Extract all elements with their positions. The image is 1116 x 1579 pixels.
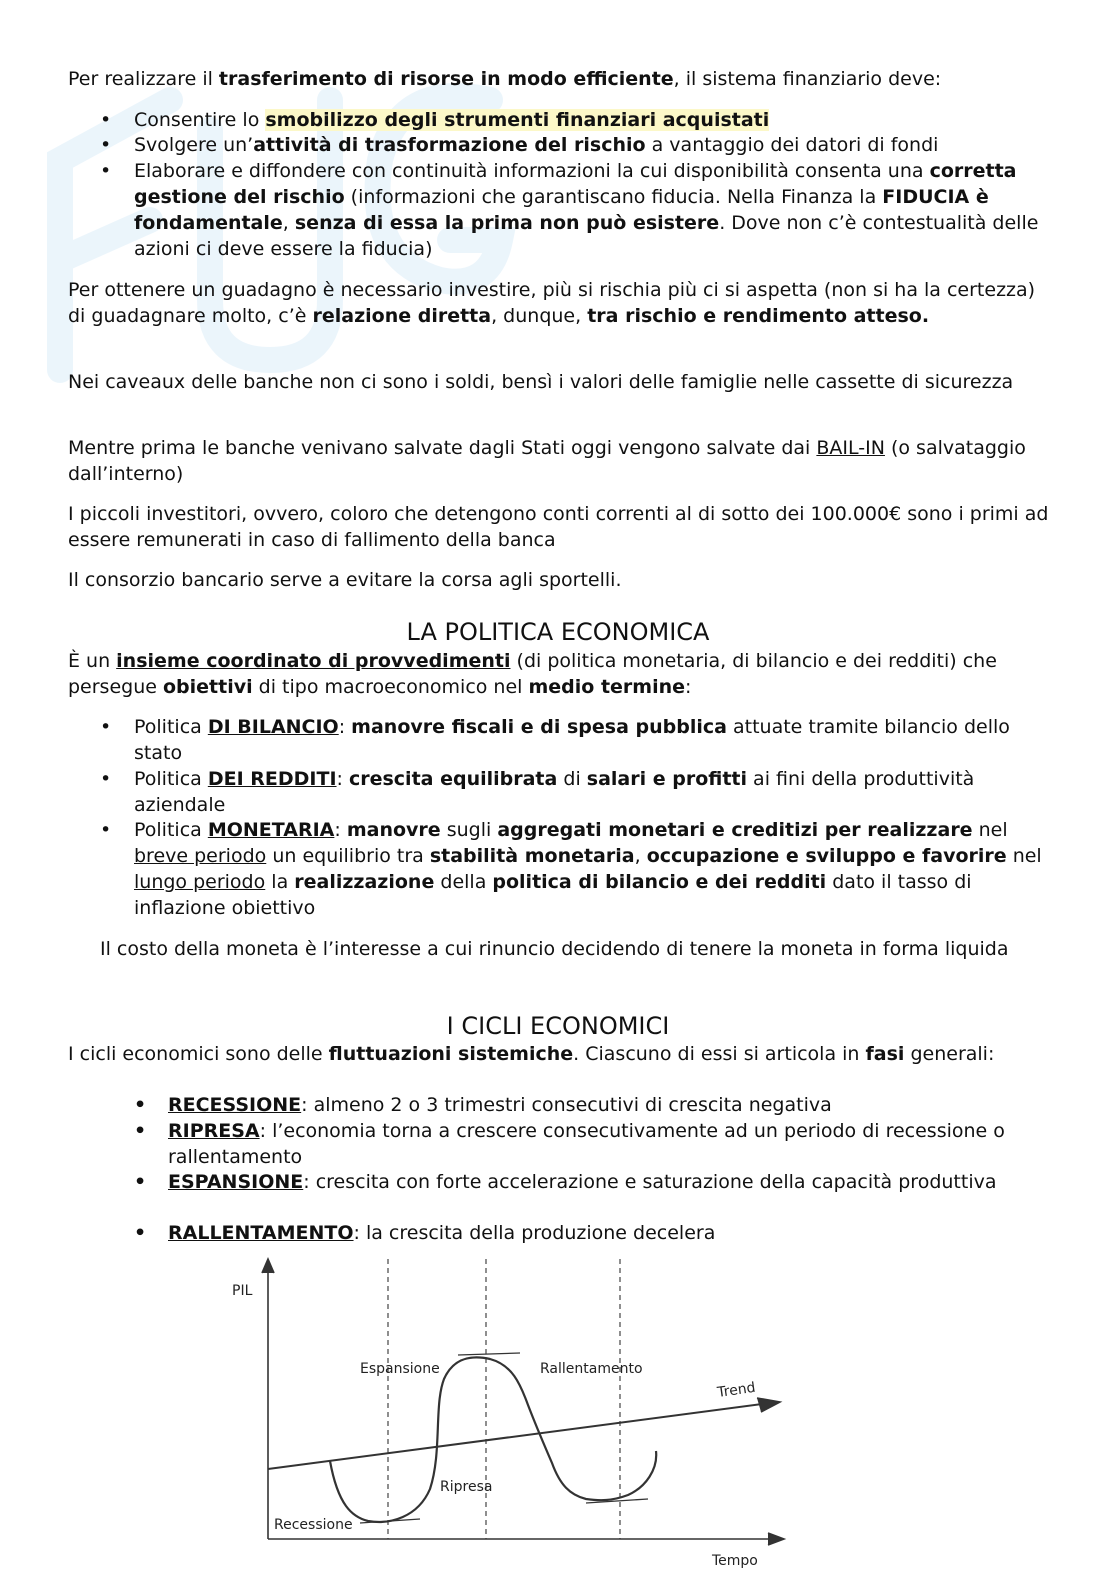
label-recessione: Recessione [274, 1517, 353, 1533]
tangent-mark [458, 1353, 520, 1355]
x-axis-arrow [768, 1533, 784, 1545]
label-espansione: Espansione [360, 1361, 440, 1377]
section-heading-politica: LA POLITICA ECONOMICA [406, 618, 710, 646]
list-item: • Politica DEI REDDITI: crescita equilibrata di salari e profitti ai fini della produttività aziendale [100, 768, 975, 816]
list-item: • RIPRESA: l’economia torna a crescere consecutivamente ad un periodo di recessione o rallentamento [134, 1120, 1005, 1168]
list-item: • ESPANSIONE: crescita con forte accelerazione e saturazione della capacità produttiva [134, 1171, 997, 1193]
gain-paragraph: Per ottenere un guadagno è necessario investire, più si rischia più ci si aspetta (non si ha la certezza) di guadagnare molto, c’è relazione diretta, dunque, tra rischio e rendimento atteso. [68, 279, 1036, 327]
trend-arrow [757, 1398, 780, 1412]
intro-paragraph: Per realizzare il trasferimento di risorse in modo efficiente, il sistema finanziario deve: [68, 68, 942, 90]
trend-label: Trend [716, 1379, 757, 1401]
list-item: • Politica MONETARIA: manovre sugli aggregati monetari e creditizi per realizzare nel breve periodo un equilibrio tra stabilità monetaria, occupazione e sviluppo e favorire nel lungo periodo la realizzazione della politica di bilancio e dei redditi dato il tasso di inflazione obiettivo [100, 819, 1042, 919]
list-item: • Elaborare e diffondere con continuità informazioni la cui disponibilità consenta una corretta gestione del rischio (informazioni che garantiscano fiducia. Nella Finanza la FIDUCIA è fondamentale, senza di essa la prima non può esistere. Dove non c’è contestualità delle azioni ci deve essere la fiducia) [100, 160, 1039, 260]
label-ripresa: Ripresa [440, 1479, 493, 1495]
politica-definition: È un insieme coordinato di provvedimenti (di politica monetaria, di bilancio e dei redditi) che persegue obiettivi di tipo macroeconomico nel medio termine: [68, 650, 997, 698]
label-rallentamento: Rallentamento [540, 1361, 643, 1377]
bail-in-paragraph: Mentre prima le banche venivano salvate dagli Stati oggi vengono salvate dai BAIL-IN (o salvataggio dall’interno) [68, 437, 1026, 485]
cicli-definition: I cicli economici sono delle fluttuazioni sistemiche. Ciascuno di essi si articola in fasi generali: [68, 1043, 995, 1065]
list-item: • RECESSIONE: almeno 2 o 3 trimestri consecutivi di crescita negativa [134, 1094, 832, 1116]
small-investors-paragraph: I piccoli investitori, ovvero, coloro che detengono conti correnti al di sotto dei 100.000€ sono i primi ad essere remunerati in caso di fallimento della banca [68, 503, 1049, 551]
list-item: • Svolgere un’attività di trasformazione del rischio a vantaggio dei datori di fondi [100, 134, 939, 156]
list-item: • Consentire lo smobilizzo degli strumenti finanziari acquistati [100, 109, 770, 131]
axis-label-tempo: Tempo [712, 1553, 758, 1569]
y-axis-arrow [262, 1259, 274, 1273]
trend-line [268, 1403, 770, 1469]
axis-label-pil: PIL [232, 1283, 253, 1299]
list-item: • RALLENTAMENTO: la crescita della produzione decelera [134, 1222, 716, 1244]
section-heading-cicli: I CICLI ECONOMICI [446, 1012, 670, 1040]
consorzio-paragraph: Il consorzio bancario serve a evitare la corsa agli sportelli. [68, 569, 622, 591]
business-cycle-diagram [220, 1255, 800, 1575]
caveau-paragraph: Nei caveaux delle banche non ci sono i soldi, bensì i valori delle famiglie nelle cassette di sicurezza [68, 371, 1014, 393]
list-item: • Politica DI BILANCIO: manovre fiscali e di spesa pubblica attuate tramite bilancio dello stato [100, 716, 1010, 764]
costo-moneta-paragraph: Il costo della moneta è l’interesse a cui rinuncio decidendo di tenere la moneta in forma liquida [100, 938, 1009, 960]
